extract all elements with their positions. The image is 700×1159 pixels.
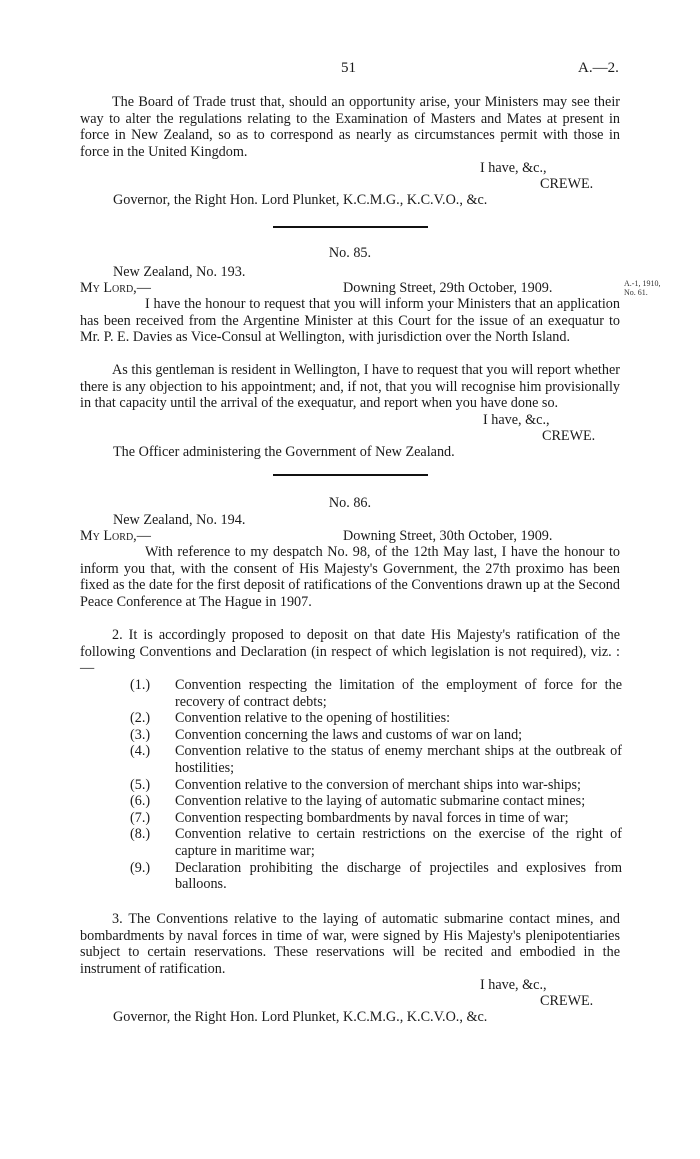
letter3-para1: With reference to my despatch No. 98, of the 12th May last, I have the honour to inform you that, with the consent of His Majesty's Government, the 27th proximo has been fixed as the date for the first deposit of ratifications of the Conventions drawn up at the Second Peace Conference at The Hague in 1907. xyxy=(80,544,620,610)
letter2-addressee: The Officer administering the Government of New Zealand. xyxy=(113,444,455,460)
letter2-para2: As this gentleman is resident in Wellington, I have to request that you will report whether there is any objection to his appointment; and, if not, that you will recognise him provisionally in that capacity until the arrival of the exequatur, and report when you have done so. xyxy=(80,362,620,412)
list-item-text: Convention relative to the opening of hostilities: xyxy=(175,710,451,727)
letter2-number: No. 85. xyxy=(328,245,372,261)
letter3-para3: 3. The Conventions relative to the laying of automatic submarine contact mines, and bombardments by naval forces in time of war, were signed by His Majesty's plenipotentiaries subject to certain reservations. These reservations will be recited and embodied in the instrument of ratification. xyxy=(80,911,620,977)
letter2-para1: I have the honour to request that you will inform your Ministers that an application has been received from the Argentine Minister at this Court for the issue of an exequatur to Mr. P. E. Davies as Vice-Consul at Wellington, with jurisdiction over the North Island. xyxy=(80,296,620,346)
list-item xyxy=(130,810,622,827)
list-item-number: (4.) xyxy=(130,743,151,760)
list-item xyxy=(130,727,622,744)
list-item-number: (7.) xyxy=(130,809,151,826)
letter3-ref: New Zealand, No. 194. xyxy=(113,512,246,528)
list-item xyxy=(130,677,622,710)
list-item-text: Convention relative to the laying of automatic submarine contact mines; xyxy=(175,793,586,810)
section-divider xyxy=(273,226,428,228)
letter3-closing: I have, &c., xyxy=(480,977,547,993)
letter1-body: The Board of Trade trust that, should an opportunity arise, your Ministers may see their way to alter the regulations relating to the Examination of Masters and Mates at present in force in New Zealand, so as to correspond as nearly as circumstances permit with those in force in the United Kingdom. xyxy=(80,94,620,160)
section-divider xyxy=(273,474,428,476)
list-item xyxy=(130,743,622,776)
list-item xyxy=(130,826,622,859)
letter2-salutation: My Lord,— xyxy=(80,280,151,296)
letter1-closing: I have, &c., xyxy=(480,160,547,176)
letter2-place-date: Downing Street, 29th October, 1909. xyxy=(343,280,553,296)
list-item-text: Convention relative to the conversion of merchant ships into war-ships; xyxy=(175,776,581,793)
letter3-number: No. 86. xyxy=(328,495,372,511)
list-item-text: Convention concerning the laws and customs of war on land; xyxy=(175,726,523,743)
letter3-place-date: Downing Street, 30th October, 1909. xyxy=(343,528,553,544)
list-item xyxy=(130,710,622,727)
list-item xyxy=(130,777,622,794)
conventions-list xyxy=(130,677,622,893)
list-item-number: (6.) xyxy=(130,793,151,810)
letter2-signature: CREWE. xyxy=(542,428,596,444)
list-item-number: (1.) xyxy=(130,677,151,693)
list-item-text: Declaration prohibiting the discharge of projectiles and explosives from balloons. xyxy=(175,859,622,893)
list-item xyxy=(130,860,622,893)
list-item-number: (3.) xyxy=(130,726,151,743)
letter1-signature: CREWE. xyxy=(540,176,594,192)
list-item-number: (2.) xyxy=(130,710,151,727)
page-number: 51 xyxy=(341,60,356,76)
letter1-addressee: Governor, the Right Hon. Lord Plunket, K.C.M.G., K.C.V.O., &c. xyxy=(113,192,488,208)
list-item-text: Convention respecting the limitation of the employment of force for the recovery of contract debts; xyxy=(175,677,622,710)
list-item-number: (8.) xyxy=(130,826,151,843)
letter3-para2: 2. It is accordingly proposed to deposit on that date His Majesty's ratification of the following Conventions and Declaration (in respect of which legislation is not required), viz. :— xyxy=(80,627,620,677)
letter3-addressee: Governor, the Right Hon. Lord Plunket, K.C.M.G., K.C.V.O., &c. xyxy=(113,1009,488,1025)
letter2-closing: I have, &c., xyxy=(483,412,550,428)
list-item xyxy=(130,793,622,810)
list-item-text: Convention relative to certain restrictions on the exercise of the right of capture in maritime war; xyxy=(175,826,622,859)
list-item-text: Convention relative to the status of enemy merchant ships at the outbreak of hostilities; xyxy=(175,743,622,776)
letter2-ref: New Zealand, No. 193. xyxy=(113,264,246,280)
list-item-number: (9.) xyxy=(130,859,151,876)
document-reference: A.—2. xyxy=(578,60,619,76)
list-item-number: (5.) xyxy=(130,776,151,793)
letter3-salutation: My Lord,— xyxy=(80,528,151,544)
letter3-signature: CREWE. xyxy=(540,993,594,1009)
margin-reference: A.-1, 1910, No. 61. xyxy=(624,279,661,297)
list-item-text: Convention respecting bombardments by naval forces in time of war; xyxy=(175,809,569,826)
